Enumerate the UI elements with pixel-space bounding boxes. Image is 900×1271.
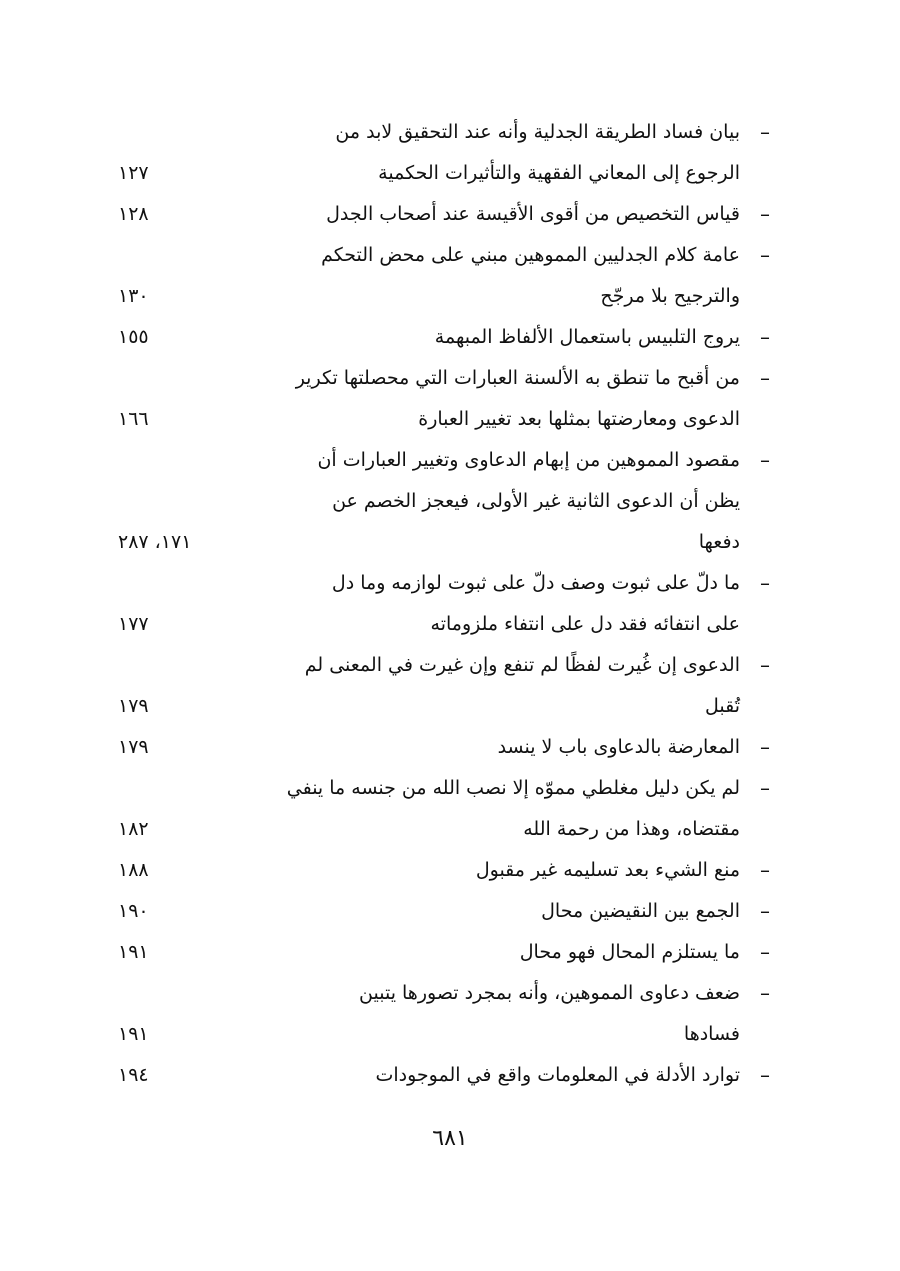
- entry-page-ref: ١٨٢: [118, 818, 149, 840]
- index-entry: [110, 563, 770, 604]
- entry-text: يظن أن الدعوى الثانية غير الأولى، فيعجز الخصم عن: [332, 490, 740, 512]
- index-entry: [110, 1055, 770, 1096]
- index-entry: [110, 686, 770, 727]
- index-entry: [110, 768, 770, 809]
- index-entry: [110, 891, 770, 932]
- entry-text: الدعوى ومعارضتها بمثلها بعد تغيير العبارة: [418, 408, 740, 430]
- index-entry: [110, 522, 770, 563]
- bullet-dash: –: [760, 981, 770, 1005]
- entry-text: ما دلّ على ثبوت وصف دلّ على ثبوت لوازمه وما دل: [331, 572, 740, 594]
- entry-page-ref: ١٢٨: [118, 203, 149, 225]
- entry-text: الدعوى إن غُيرت لفظًا لم تنفع وإن غيرت في المعنى لم: [304, 654, 740, 676]
- index-entry: [110, 809, 770, 850]
- index-entry: [110, 194, 770, 235]
- entry-text: بيان فساد الطريقة الجدلية وأنه عند التحقيق لابد من: [335, 121, 740, 143]
- index-entry: [110, 317, 770, 358]
- entry-page-ref: ١٥٥: [118, 326, 149, 348]
- index-entry: [110, 727, 770, 768]
- entry-text: عامة كلام الجدليين المموهين مبني على محض التحكم: [321, 244, 740, 266]
- entry-page-ref: ١٩١: [118, 1023, 149, 1045]
- entry-page-ref: ١٧٩: [118, 736, 149, 758]
- entry-text: ضعف دعاوى المموهين، وأنه بمجرد تصورها يتبين: [359, 982, 740, 1004]
- entry-page-ref: ١٢٧: [118, 162, 149, 184]
- entry-page-ref: ١٩١: [118, 941, 149, 963]
- entry-text: تُقبل: [704, 695, 740, 717]
- entry-page-ref: ١٩٤: [118, 1064, 149, 1086]
- entry-text: توارد الأدلة في المعلومات واقع في الموجودات: [375, 1064, 740, 1086]
- index-entry: [110, 481, 770, 522]
- index-entry: [110, 645, 770, 686]
- index-list: [110, 112, 770, 1096]
- bullet-dash: –: [760, 448, 770, 472]
- page-number: ٦٨١: [432, 1126, 468, 1151]
- index-entry: [110, 932, 770, 973]
- bullet-dash: –: [760, 243, 770, 267]
- entry-text: الرجوع إلى المعاني الفقهية والتأثيرات الحكمية: [378, 162, 740, 184]
- entry-text: والترجيح بلا مرجّح: [600, 285, 740, 307]
- entry-text: من أقبح ما تنطق به الألسنة العبارات التي محصلتها تكرير: [295, 367, 740, 389]
- index-entry: [110, 850, 770, 891]
- entry-text: على انتفائه فقد دل على انتفاء ملزوماته: [430, 613, 740, 635]
- bullet-dash: –: [760, 735, 770, 759]
- entry-text: منع الشيء بعد تسليمه غير مقبول: [475, 859, 740, 881]
- index-entry: [110, 235, 770, 276]
- index-entry: [110, 399, 770, 440]
- entry-page-ref: ١٣٠: [118, 285, 149, 307]
- index-entry: [110, 358, 770, 399]
- entry-page-ref: ١٧١، ٢٨٧: [118, 531, 192, 553]
- entry-text: قياس التخصيص من أقوى الأقيسة عند أصحاب الجدل: [326, 203, 740, 225]
- entry-text: مقصود المموهين من إبهام الدعاوى وتغيير العبارات أن: [317, 449, 740, 471]
- bullet-dash: –: [760, 776, 770, 800]
- index-entry: [110, 112, 770, 153]
- entry-text: المعارضة بالدعاوى باب لا ينسد: [497, 736, 740, 758]
- index-entry: [110, 973, 770, 1014]
- index-entry: [110, 1014, 770, 1055]
- entry-text: فسادها: [683, 1023, 740, 1045]
- bullet-dash: –: [760, 858, 770, 882]
- entry-page-ref: ١٦٦: [118, 408, 149, 430]
- index-entry: [110, 604, 770, 645]
- bullet-dash: –: [760, 653, 770, 677]
- index-entry: [110, 276, 770, 317]
- bullet-dash: –: [760, 120, 770, 144]
- bullet-dash: –: [760, 571, 770, 595]
- entry-page-ref: ١٩٠: [118, 900, 149, 922]
- bullet-dash: –: [760, 940, 770, 964]
- entry-page-ref: ١٧٧: [118, 613, 149, 635]
- index-entry: [110, 440, 770, 481]
- entry-text: مقتضاه، وهذا من رحمة الله: [523, 818, 740, 840]
- entry-page-ref: ١٨٨: [118, 859, 149, 881]
- index-entry: [110, 153, 770, 194]
- entry-text: الجمع بين النقيضين محال: [541, 900, 740, 922]
- entry-text: يروج التلبيس باستعمال الألفاظ المبهمة: [434, 326, 740, 348]
- bullet-dash: –: [760, 899, 770, 923]
- entry-text: دفعها: [698, 531, 740, 553]
- bullet-dash: –: [760, 1063, 770, 1087]
- bullet-dash: –: [760, 325, 770, 349]
- entry-text: لم يكن دليل مغلطي مموّه إلا نصب الله من جنسه ما ينفي: [286, 777, 740, 799]
- bullet-dash: –: [760, 366, 770, 390]
- entry-page-ref: ١٧٩: [118, 695, 149, 717]
- bullet-dash: –: [760, 202, 770, 226]
- entry-text: ما يستلزم المحال فهو محال: [519, 941, 740, 963]
